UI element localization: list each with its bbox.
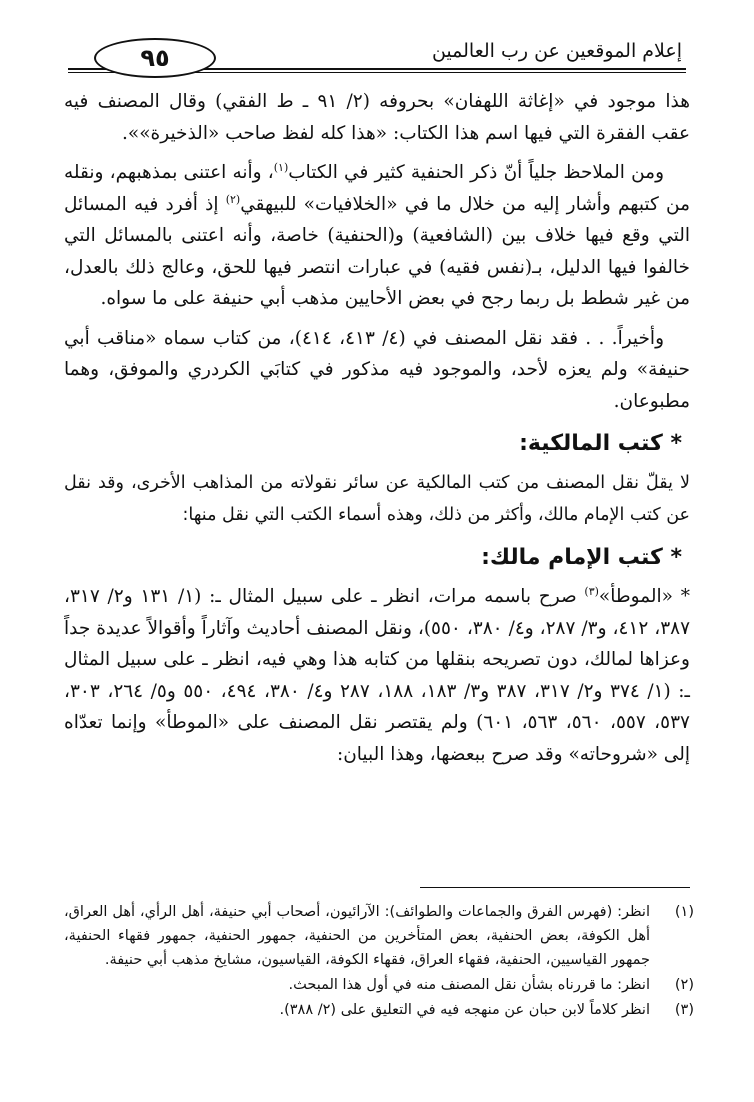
footnote-number: (٣) <box>674 1002 694 1018</box>
paragraph-5 <box>64 581 690 770</box>
footnotes <box>64 900 694 1023</box>
footnote-text: انظر كلاماً لابن حبان عن منهجه فيه في التعليق على (٢/ ٣٨٨). <box>279 1002 650 1018</box>
footnote-item <box>64 998 694 1022</box>
page-header <box>68 36 686 76</box>
paragraph-2-part-a: ومن الملاحظ جلياً أنّ ذكر الحنفية كثير في الكتاب <box>288 162 664 183</box>
section-heading-imam-malik-books: * كتب الإمام مالك: <box>481 545 682 570</box>
footnote-item <box>64 900 694 972</box>
footnote-item <box>64 973 694 997</box>
paragraph-5-part-a: * «الموطأ» <box>598 586 690 607</box>
paragraph-2-part-c: إذ أفرد فيه المسائل التي وقع فيها خلاف بين (الشافعية) و(الحنفية) خاصة، وأنه اعتنى بالمسائل التي خالفوا فيها الدليل، بـ(نفس فقيه) في عبارات انتصر فيها للحق، وعالج ذلك بالعدل، من غير شطط بل ربما رجح في بعض الأحايين مذهب أبي حنيفة على ما سواه. <box>64 193 690 309</box>
paragraph-4: لا يقلّ نقل المصنف من كتب المالكية عن سائر نقولاته من المذاهب الأخرى، وقد نقل عن كتب الإمام مالك، وأكثر من ذلك، وهذه أسماء الكتب التي نقل منها: <box>64 473 690 525</box>
footnote-ref-2[interactable]: (٢) <box>225 192 241 206</box>
footnote-number: (٢) <box>674 977 694 993</box>
paragraph-3: وأخيراً. . . فقد نقل المصنف في (٤/ ٤١٣، ٤١٤)، من كتاب سماه «مناقب أبي حنيفة» ولم يعزه لأحد، والموجود فيه مذكور في كتابَي الكردري والموفق، وهما مطبوعان. <box>64 327 690 412</box>
paragraph-2-part-b: ، وأنه اعتنى بمذهبهم، ونقله من كتبهم وأشار إليه من خلال ما في «الخلافيات» للبيهقي <box>64 162 690 215</box>
section-heading-maliki-books: * كتب المالكية: <box>519 431 682 456</box>
paragraph-2 <box>64 157 690 315</box>
footnote-ref-1[interactable]: (١) <box>273 160 289 174</box>
footnote-text: انظر: (فهرس الفرق والجماعات والطوائف): الآرائيون، أصحاب أبي حنيفة، أهل الرأي، أهل العراق، أهل الكوفة، بعض الحنفية، بعض المتأخرين من الحنفية، جمهور الحنفية، جمهور فقهاء الحنفية، جمهور القياسيين، الحنفية، فقهاء العراق، فقهاء الكوفة، القياسيون، مشايخ مذهب أبي حنيفة. <box>64 904 650 968</box>
main-text <box>64 86 690 778</box>
page-number: ٩٥ <box>94 38 216 78</box>
footnote-ref-3[interactable]: (٣) <box>584 584 599 598</box>
paragraph-5-part-b: صرح باسمه مرات، انظر ـ على سبيل المثال ـ: (١/ ١٣١ و٢/ ٣١٧، ٣٨٧، ٤١٢، و٣/ ٢٨٧، و٤/ ٣٨٠، ٥٥٠)، ونقل المصنف أحاديث وآثاراً وأقوالاً عديدة جداً وعزاها لمالك، دون تصريحه بنقلها من كتابه هذا وهي فيه، انظر ـ على سبيل المثال ـ: (١/ ٣٧٤ و٢/ ٣١٧، ٣٨٧ و٣/ ١٨٣، ١٨٨، ٢٨٧ و٤/ ٣٨٠، ٤٩٤، ٥٥٠ و٥/ ٢٦٤، ٣٠٣، ٥٣٧، ٥٥٧، ٥٦٠، ٥٦٣، ٦٠١) ولم يقتصر نقل المصنف على «الموطأ» وإنما تعدّاه إلى «شروحاته» وقد صرح ببعضها، وهذا البيان: <box>64 586 691 765</box>
footnote-number: (١) <box>674 904 694 920</box>
running-title: إعلام الموقعين عن رب العالمين <box>431 40 682 62</box>
footnote-separator <box>420 887 690 888</box>
paragraph-1: هذا موجود في «إغاثة اللهفان» بحروفه (٢/ ٩١ ـ ط الفقي) وقال المصنف فيه عقب الفقرة التي فيها اسم هذا الكتاب: «هذا كله لفظ صاحب «الذخيرة»». <box>64 91 690 144</box>
footnote-text: انظر: ما قررناه بشأن نقل المصنف منه في أول هذا المبحث. <box>288 977 650 993</box>
